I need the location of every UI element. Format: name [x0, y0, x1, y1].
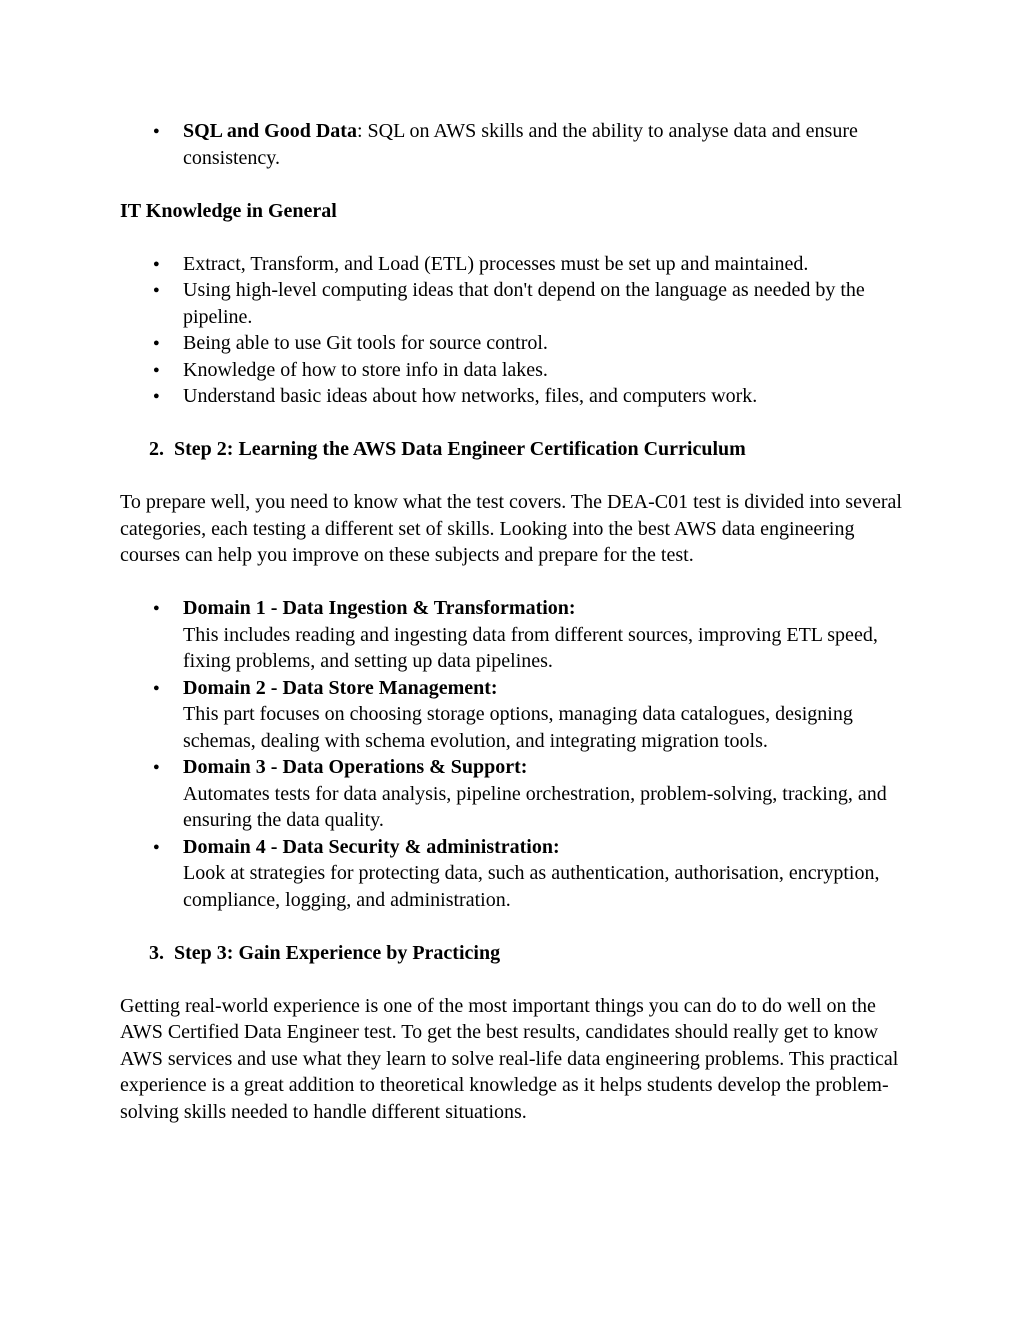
list-item — [120, 330, 904, 357]
bold-run: SQL and Good Data — [183, 120, 357, 142]
numbered-heading-step2 — [120, 436, 904, 463]
domain-item — [120, 595, 904, 675]
text-run: : SQL on AWS skills and the ability to analyse data and ensure consistency. — [183, 120, 858, 169]
list-item — [120, 251, 904, 278]
list-item — [120, 277, 904, 330]
domain-title: ● Domain 1 - Data Ingestion & Transformation: — [183, 597, 576, 619]
list-item-sql-good-data — [120, 118, 904, 171]
domain-description: This includes reading and ingesting data from different sources, improving ETL speed, fixing problems, and setting up data pipelines. — [183, 623, 878, 672]
section-heading-it-knowledge: IT Knowledge in General — [120, 199, 337, 222]
domain-description: Automates tests for data analysis, pipeline orchestration, problem-solving, tracking, and ensuring the data quality. — [183, 782, 887, 831]
heading-text: Step 3: Gain Experience by Practicing — [174, 941, 501, 964]
text-run: Being able to use Git tools for source control. — [183, 332, 548, 354]
list-number: 3. — [149, 941, 164, 964]
paragraph-step3: Getting real-world experience is one of the most important things you can do to do well on the AWS Certified Data Engineer test. To get the best results, candidates should really get to know AWS services and use what they learn to solve real-life data engineering problems. This practical experience is a great addition to theoretical knowledge as it helps students develop the problem-solving skills needed to handle different situations. — [120, 994, 899, 1123]
numbered-heading-step3 — [120, 940, 904, 967]
text-run: Extract, Transform, and Load (ETL) processes must be set up and maintained. — [183, 252, 809, 275]
skills-list — [120, 118, 904, 171]
domains-list — [120, 595, 904, 913]
list-number: 2. — [149, 438, 164, 460]
domain-title: ● Domain 3 - Data Operations & Support: — [183, 756, 528, 778]
heading-text: Step 2: Learning the AWS Data Engineer Certification Curriculum — [174, 438, 746, 460]
domain-description: Look at strategies for protecting data, such as authentication, authorisation, encryption, compliance, logging, and administration. — [183, 862, 880, 911]
list-item — [120, 357, 904, 384]
it-knowledge-list — [120, 251, 904, 410]
text-run: Using high-level computing ideas that don't depend on the language as needed by the pipeline. — [183, 279, 865, 328]
domain-title: ● Domain 2 - Data Store Management: — [183, 676, 498, 699]
text-run: Understand basic ideas about how networks, files, and computers work. — [183, 385, 758, 407]
domain-title: ● Domain 4 - Data Security & administration: — [183, 835, 560, 858]
domain-description: This part focuses on choosing storage options, managing data catalogues, designing schemas, dealing with schema evolution, and integrating migration tools. — [183, 703, 853, 752]
domain-item — [120, 675, 904, 755]
list-item — [120, 383, 904, 410]
paragraph-step2: To prepare well, you need to know what the test covers. The DEA-C01 test is divided into several categories, each testing a different set of skills. Looking into the best AWS data engineering courses can help you improve on these subjects and prepare for the test. — [120, 491, 902, 566]
domain-item — [120, 834, 904, 914]
text-run: Knowledge of how to store info in data lakes. — [183, 358, 548, 381]
domain-item — [120, 754, 904, 834]
